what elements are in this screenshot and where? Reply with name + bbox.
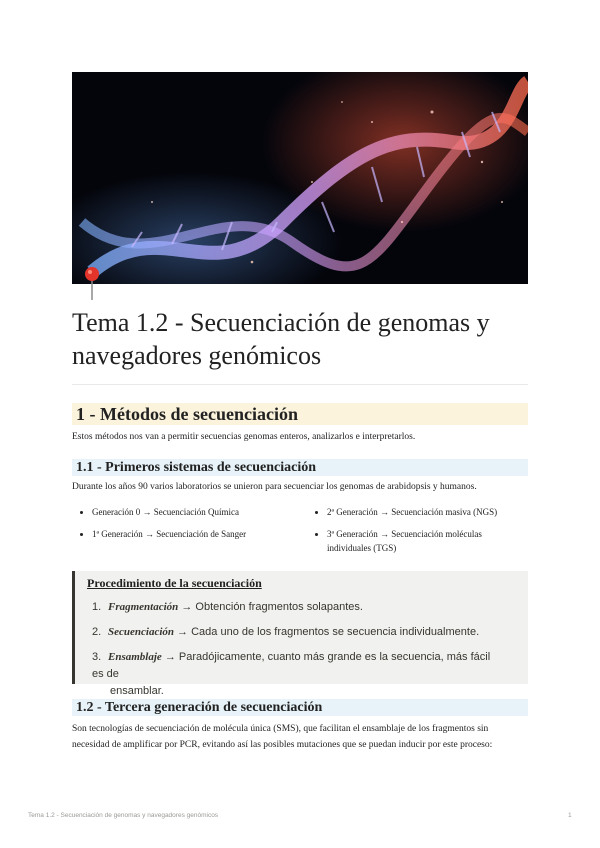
callout-title: Procedimiento de la secuenciación bbox=[87, 576, 262, 590]
callout-procedimiento bbox=[72, 571, 528, 697]
page-number: 1 bbox=[568, 812, 572, 819]
cover-image-dna bbox=[72, 72, 528, 284]
bullet-icon bbox=[80, 533, 83, 536]
bullet-icon bbox=[315, 511, 318, 514]
list-item: 3ª Generación → Secuenciación moléculas individuales (TGS) bbox=[315, 527, 525, 555]
bullet-icon bbox=[80, 511, 83, 514]
list-item: 1. Fragmentación → Obtención fragmentos solapantes. bbox=[92, 601, 363, 613]
pushpin-icon bbox=[84, 266, 100, 300]
section-intro-primeros-sistemas: Durante los años 90 varios laboratorios se unieron para secuenciar los genomas de arabidopsis y humanos. bbox=[72, 482, 477, 492]
list-item: Generación 0 → Secuenciación Química bbox=[80, 505, 300, 519]
dna-helix-illustration bbox=[72, 72, 528, 284]
section-heading-tercera-generacion: 1.2 - Tercera generación de secuenciación bbox=[72, 699, 528, 716]
section-heading-metodos: 1 - Métodos de secuenciación bbox=[72, 403, 528, 425]
title-divider bbox=[72, 384, 528, 385]
paragraph-line: Son tecnologías de secuenciación de molécula única (SMS), que facilitan el ensamblaje de los fragmentos sin bbox=[72, 724, 489, 734]
list-item: 2ª Generación → Secuenciación masiva (NGS) bbox=[315, 505, 525, 519]
list-item: 1ª Generación → Secuenciación de Sanger bbox=[80, 527, 300, 541]
paragraph-line: necesidad de amplificar por PCR, evitando así las posibles mutaciones que se puedan inducir por este proceso: bbox=[72, 740, 493, 750]
list-item: 3. Ensamblaje → Paradójicamente, cuanto más grande es la secuencia, más fácil es de ensamblar. bbox=[92, 651, 491, 697]
bullet-icon bbox=[315, 533, 318, 536]
section-heading-primeros-sistemas: 1.1 - Primeros sistemas de secuenciación bbox=[72, 459, 528, 476]
page-title: Tema 1.2 - Secuenciación de genomas y navegadores genómicos bbox=[72, 308, 490, 370]
list-item: 2. Secuenciación → Cada uno de los fragmentos se secuencia individualmente. bbox=[92, 626, 480, 638]
page-footer: Tema 1.2 - Secuenciación de genomas y navegadores genómicos bbox=[28, 812, 219, 819]
section-intro-metodos: Estos métodos nos van a permitir secuencias genomas enteros, analizarlos e interpretarlos. bbox=[72, 432, 416, 442]
